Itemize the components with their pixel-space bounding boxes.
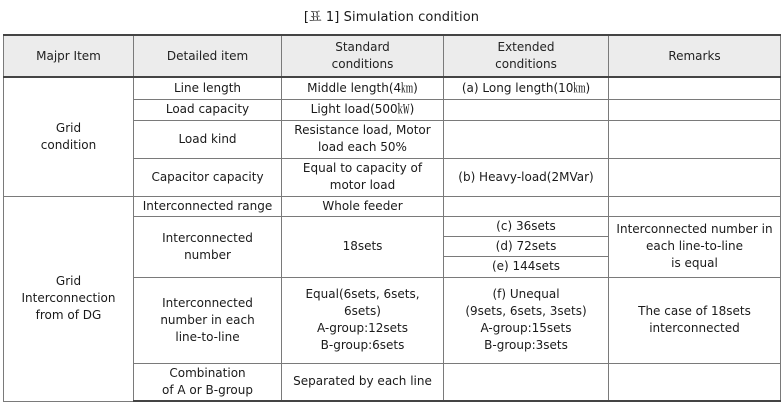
remarks-interconnected-each-line: The case of 18sets interconnected bbox=[609, 277, 781, 363]
extended-line-length: (a) Long length(10㎞) bbox=[444, 77, 609, 99]
detail-interconnected-range: Interconnected range bbox=[134, 196, 282, 216]
extended-36sets: (c) 36sets bbox=[444, 216, 609, 236]
header-row bbox=[4, 35, 781, 77]
extended-capacitor-capacity: (b) Heavy-load(2MVar) bbox=[444, 158, 609, 196]
major-item-grid-condition: Grid condition bbox=[4, 77, 134, 196]
standard-line-length: Middle length(4㎞) bbox=[282, 77, 444, 99]
extended-144sets: (e) 144sets bbox=[444, 256, 609, 277]
detail-combination-group: Combination of A or B-group bbox=[134, 363, 282, 401]
standard-interconnected-range: Whole feeder bbox=[282, 196, 444, 216]
header-remarks: Remarks bbox=[609, 35, 781, 77]
extended-load-capacity bbox=[444, 99, 609, 120]
extended-interconnected-each-line: (f) Unequal (9sets, 6sets, 3sets) A-group:15sets B-group:3sets bbox=[444, 277, 609, 363]
detail-capacitor-capacity: Capacitor capacity bbox=[134, 158, 282, 196]
remarks-combination-group bbox=[609, 363, 781, 401]
header-detailed-item: Detailed item bbox=[134, 35, 282, 77]
detail-interconnected-number: Interconnected number bbox=[134, 216, 282, 277]
extended-72sets: (d) 72sets bbox=[444, 236, 609, 256]
remarks-load-kind bbox=[609, 120, 781, 158]
table-row bbox=[4, 196, 781, 216]
remarks-load-capacity bbox=[609, 99, 781, 120]
remarks-interconnected-number: Interconnected number in each line-to-line is equal bbox=[609, 216, 781, 277]
table-row bbox=[4, 77, 781, 99]
extended-load-kind bbox=[444, 120, 609, 158]
header-standard-conditions: Standard conditions bbox=[282, 35, 444, 77]
remarks-capacitor-capacity bbox=[609, 158, 781, 196]
major-item-grid-interconnection: Grid Interconnection from of DG bbox=[4, 196, 134, 401]
extended-combination-group bbox=[444, 363, 609, 401]
simulation-condition-table-wrapper bbox=[3, 34, 780, 402]
standard-combination-group: Separated by each line bbox=[282, 363, 444, 401]
table-caption: [표 1] Simulation condition bbox=[303, 10, 480, 25]
remarks-line-length bbox=[609, 77, 781, 99]
detail-line-length: Line length bbox=[134, 77, 282, 99]
extended-interconnected-range bbox=[444, 196, 609, 216]
standard-load-capacity: Light load(500㎾) bbox=[282, 99, 444, 120]
standard-capacitor-capacity: Equal to capacity of motor load bbox=[282, 158, 444, 196]
header-extended-conditions: Extended conditions bbox=[444, 35, 609, 77]
header-major-item: Majpr Item bbox=[4, 35, 134, 77]
simulation-condition-table bbox=[3, 34, 781, 402]
standard-interconnected-each-line: Equal(6sets, 6sets, 6sets) A-group:12sets B-group:6sets bbox=[282, 277, 444, 363]
remarks-interconnected-range bbox=[609, 196, 781, 216]
detail-interconnected-each-line: Interconnected number in each line-to-line bbox=[134, 277, 282, 363]
detail-load-capacity: Load capacity bbox=[134, 99, 282, 120]
standard-load-kind: Resistance load, Motor load each 50% bbox=[282, 120, 444, 158]
standard-interconnected-number: 18sets bbox=[282, 216, 444, 277]
detail-load-kind: Load kind bbox=[134, 120, 282, 158]
